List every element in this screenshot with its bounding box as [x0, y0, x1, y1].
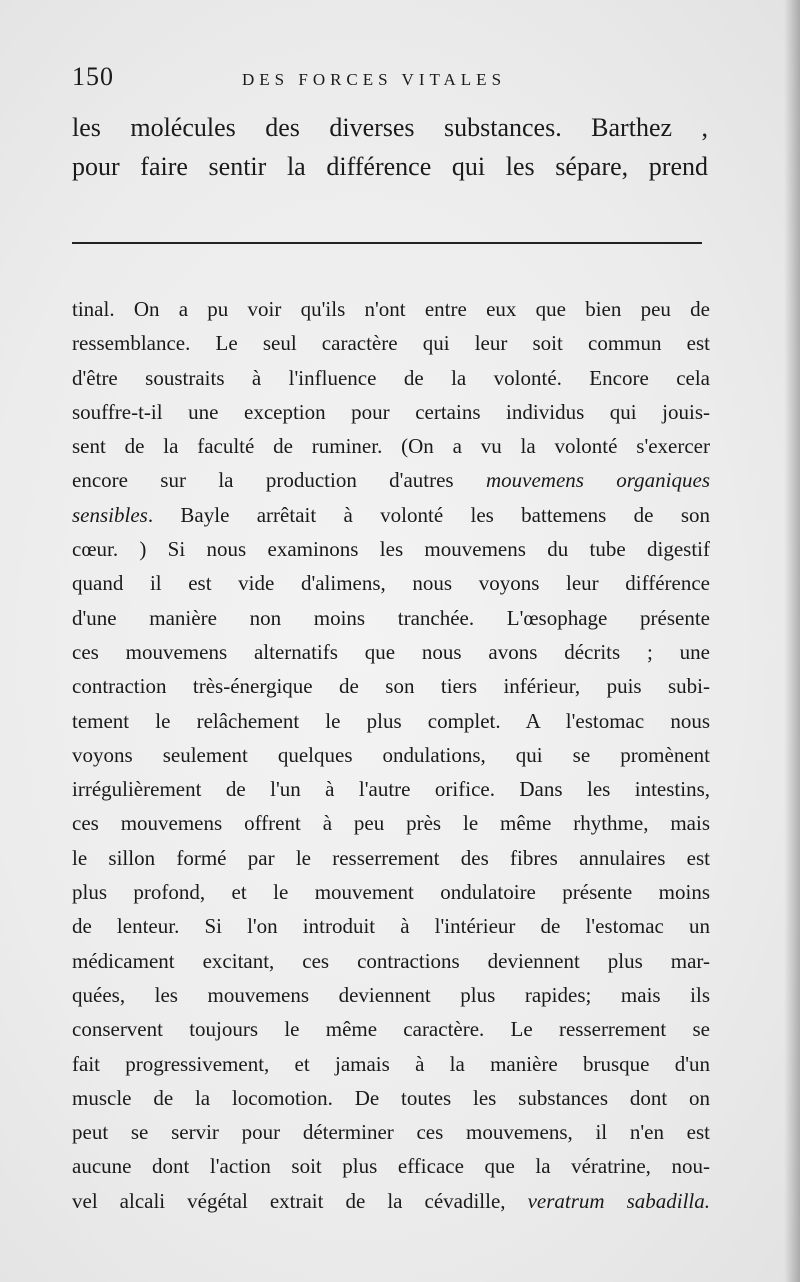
footnote-italic-text: mouvemens organiques	[485, 468, 710, 493]
footnote-text: encore sur la production d'autres	[72, 468, 486, 493]
page-header	[72, 62, 712, 102]
footnote-line: peut se servir pour déterminer ces mouvemens, il n'en est	[72, 1120, 710, 1145]
footnote-line: cœur. ) Si nous examinons les mouvemens du tube digestif	[72, 537, 710, 562]
footnote-line	[72, 498, 710, 532]
footnote-line: conservent toujours le même caractère. Le resserrement se	[72, 1017, 710, 1042]
footnote-italic-text: sensibles	[72, 502, 148, 527]
page-number: 150	[72, 62, 114, 91]
footnote-line: d'être soustraits à l'influence de la volonté. Encore cela	[72, 365, 710, 390]
footnote-line: irrégulièrement de l'un à l'autre orifice. Dans les intestins,	[72, 777, 710, 802]
footnote	[72, 292, 710, 1218]
main-text-line: pour faire sentir la différence qui les sépare, prend	[72, 152, 708, 181]
footnote-line: quand il est vide d'alimens, nous voyons leur différence	[72, 571, 710, 596]
running-title: DES FORCES VITALES	[242, 70, 507, 89]
footnote-separator-rule	[72, 242, 702, 244]
footnote-line: voyons seulement quelques ondulations, qui se promènent	[72, 742, 710, 767]
footnote-line: le sillon formé par le resserrement des fibres annulaires est	[72, 845, 710, 870]
footnote-line	[72, 463, 710, 497]
main-text	[72, 108, 708, 186]
footnote-line: de lenteur. Si l'on introduit à l'intérieur de l'estomac un	[72, 914, 710, 939]
footnote-italic-text: veratrum sabadilla.	[527, 1188, 710, 1213]
footnote-line: plus profond, et le mouvement ondulatoire présente moins	[72, 880, 710, 905]
footnote-line: quées, les mouvemens deviennent plus rapides; mais ils	[72, 982, 710, 1007]
footnote-text: . Bayle arrêtait à volonté les battemens de son	[147, 502, 710, 527]
footnote-line: tement le relâchement le plus complet. A l'estomac nous	[72, 708, 710, 733]
footnote-line: fait progressivement, et jamais à la manière brusque d'un	[72, 1051, 710, 1076]
footnote-line: médicament excitant, ces contractions deviennent plus mar-	[72, 948, 710, 973]
page-edge-shadow	[784, 0, 800, 1282]
footnote-line: ressemblance. Le seul caractère qui leur soit commun est	[72, 331, 710, 356]
footnote-line: contraction très-énergique de son tiers inférieur, puis subi-	[72, 674, 710, 699]
footnote-line	[72, 1184, 710, 1218]
footnote-line: ces mouvemens offrent à peu près le même rhythme, mais	[72, 811, 710, 836]
footnote-line: sent de la faculté de ruminer. (On a vu la volonté s'exercer	[72, 434, 710, 459]
footnote-line: d'une manière non moins tranchée. L'œsophage présente	[72, 605, 710, 630]
footnote-line: ces mouvemens alternatifs que nous avons décrits ; une	[72, 639, 710, 664]
footnote-line: souffre-t-il une exception pour certains individus qui jouis-	[72, 399, 710, 424]
footnote-line: aucune dont l'action soit plus efficace que la vératrine, nou-	[72, 1154, 710, 1179]
footnote-line: muscle de la locomotion. De toutes les substances dont on	[72, 1085, 710, 1110]
footnote-text: vel alcali végétal extrait de la cévadille,	[72, 1188, 528, 1213]
main-text-line: les molécules des diverses substances. Barthez ,	[72, 113, 708, 142]
footnote-line: tinal. On a pu voir qu'ils n'ont entre eux que bien peu de	[72, 297, 710, 321]
